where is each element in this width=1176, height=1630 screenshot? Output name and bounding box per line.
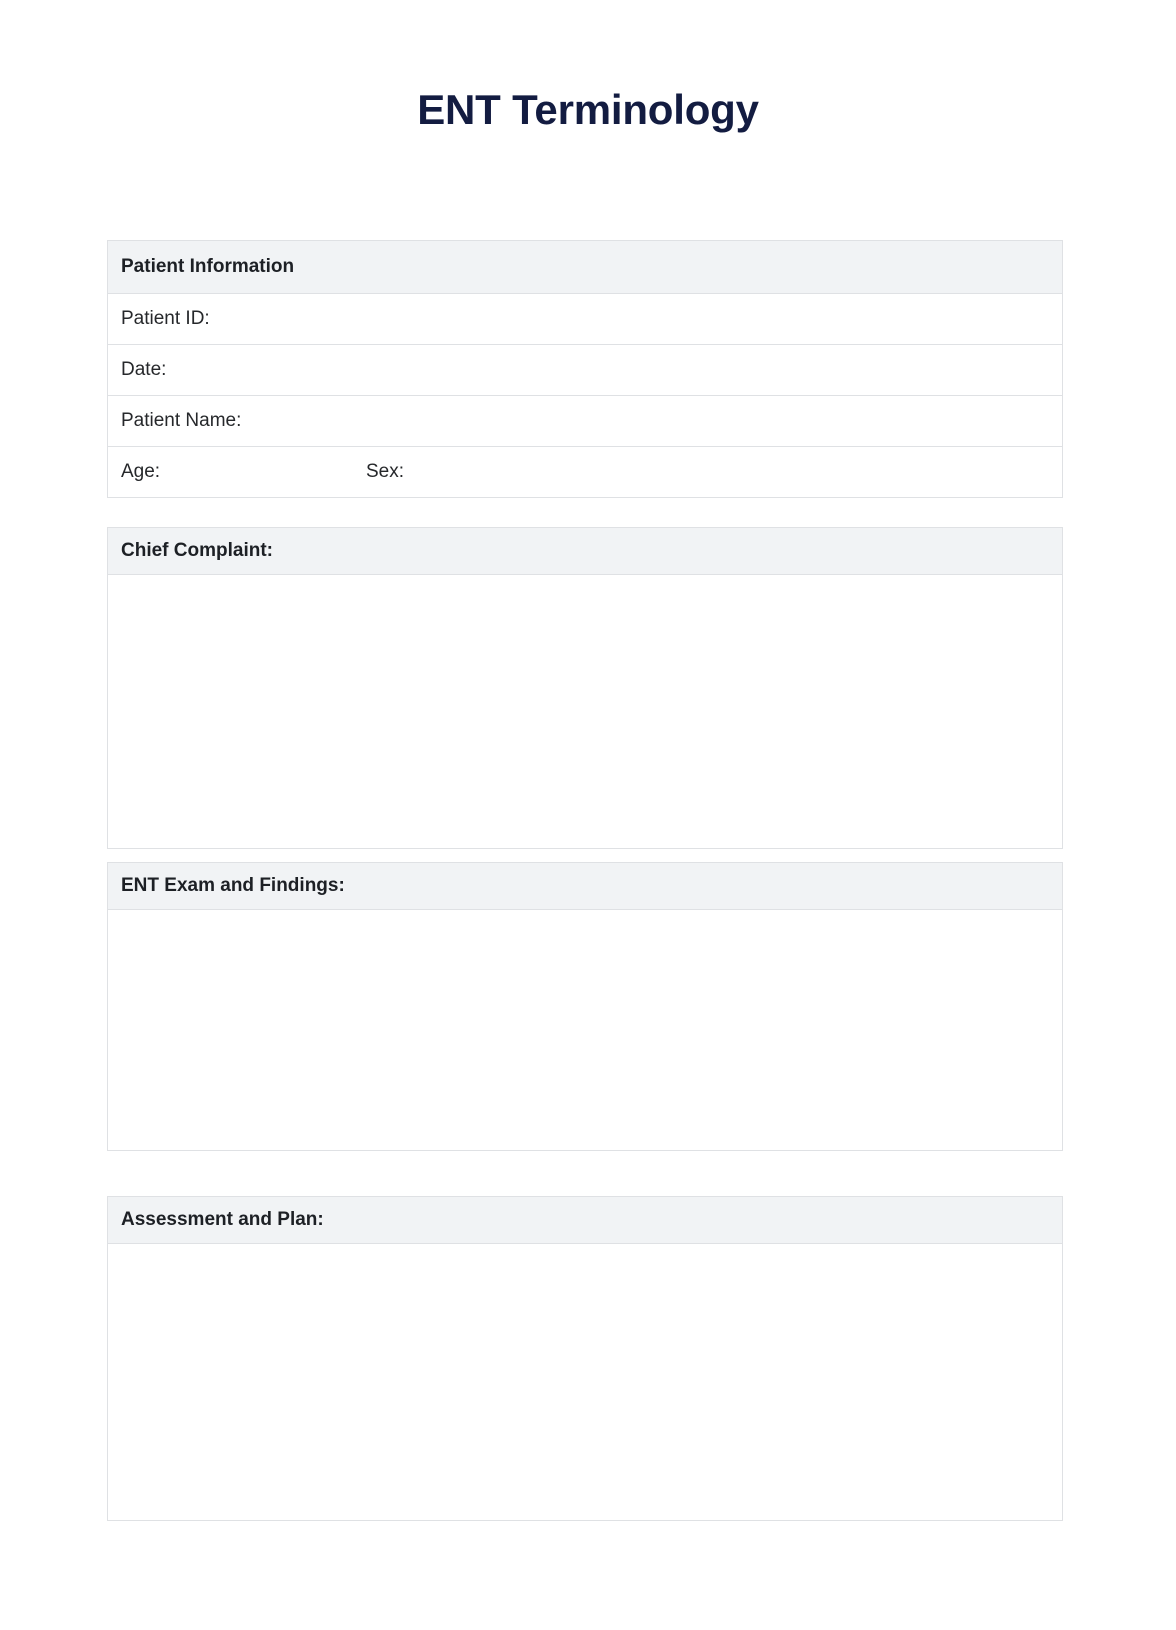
table-header-row — [108, 241, 1062, 294]
chief-complaint-header: Chief Complaint: — [108, 528, 1062, 575]
chief-complaint-input[interactable] — [108, 575, 1062, 848]
table-row-patient-name[interactable] — [108, 396, 1062, 447]
chief-complaint-section — [107, 527, 1063, 849]
patient-information-table — [107, 240, 1063, 498]
ent-exam-and-findings-header: ENT Exam and Findings: — [108, 863, 1062, 910]
assessment-and-plan-section — [107, 1196, 1063, 1521]
table-row-patient-id[interactable] — [108, 294, 1062, 345]
age-label: Age: — [121, 461, 161, 482]
table-row-age-sex[interactable] — [108, 447, 1062, 498]
table-row-date[interactable] — [108, 345, 1062, 396]
assessment-and-plan-input[interactable] — [108, 1244, 1062, 1520]
ent-exam-and-findings-input[interactable] — [108, 910, 1062, 1150]
ent-exam-and-findings-section — [107, 862, 1063, 1151]
page-title: ENT Terminology — [417, 86, 759, 133]
sex-label: Sex: — [366, 461, 405, 482]
patient-information-header-label: Patient Information — [121, 256, 295, 277]
date-label: Date: — [121, 359, 167, 380]
patient-name-label: Patient Name: — [121, 410, 242, 431]
assessment-and-plan-header: Assessment and Plan: — [108, 1197, 1062, 1244]
patient-id-label: Patient ID: — [121, 308, 210, 329]
